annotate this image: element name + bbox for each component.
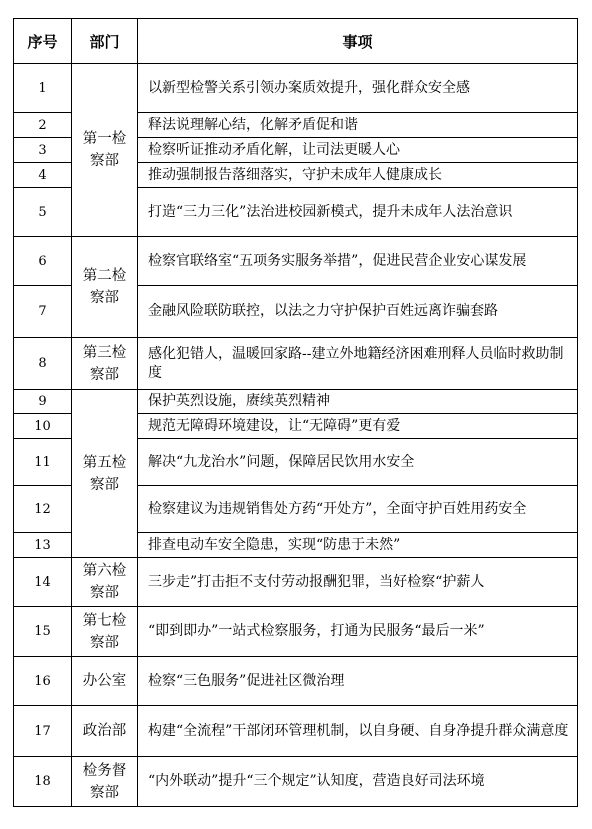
- row-number: 4: [14, 163, 72, 188]
- matter-cell: 保护英烈设施，赓续英烈精神: [138, 390, 578, 414]
- row-number: 13: [14, 533, 72, 558]
- department-cell: 第五检察部: [72, 390, 138, 558]
- row-number: 6: [14, 237, 72, 286]
- row-number: 3: [14, 138, 72, 163]
- table-row: [14, 558, 578, 607]
- matter-cell: 规范无障碍环境建设，让“无障碍”更有爱: [138, 414, 578, 439]
- department-cell: 政治部: [72, 706, 138, 757]
- department-cell: 第一检察部: [72, 64, 138, 237]
- row-number: 2: [14, 113, 72, 138]
- table-row: [14, 237, 578, 286]
- matter-cell: 解决“九龙治水”问题，保障居民饮用水安全: [138, 439, 578, 486]
- matter-cell: 检察官联络室“五项务实服务举措”，促进民营企业安心谋发展: [138, 237, 578, 286]
- row-number: 11: [14, 439, 72, 486]
- matter-cell: 感化犯错人，温暖回家路--建立外地籍经济困难刑释人员临时救助制度: [138, 338, 578, 390]
- matter-cell: “内外联动”提升“三个规定”认知度，营造良好司法环境: [138, 757, 578, 807]
- matter-cell: 释法说理解心结，化解矛盾促和谐: [138, 113, 578, 138]
- header-matter: 事项: [138, 19, 578, 64]
- department-cell: 第三检察部: [72, 338, 138, 390]
- matter-cell: 检察建议为违规销售处方药“开处方”，全面守护百姓用药安全: [138, 486, 578, 533]
- matter-cell: 金融风险联防联控，以法之力守护保护百姓远离诈骗套路: [138, 286, 578, 338]
- row-number: 18: [14, 757, 72, 807]
- table-row: [14, 390, 578, 414]
- table-row: [14, 338, 578, 390]
- department-cell: 第二检察部: [72, 237, 138, 338]
- row-number: 16: [14, 657, 72, 706]
- department-cell: 第六检察部: [72, 558, 138, 607]
- row-number: 8: [14, 338, 72, 390]
- matter-cell: 三步走”打击拒不支付劳动报酬犯罪，当好检察“护薪人: [138, 558, 578, 607]
- row-number: 10: [14, 414, 72, 439]
- matter-cell: 推动强制报告落细落实，守护未成年人健康成长: [138, 163, 578, 188]
- matters-table: [13, 18, 578, 807]
- table-row: [14, 757, 578, 807]
- matter-cell: 以新型检警关系引领办案质效提升，强化群众安全感: [138, 64, 578, 113]
- matter-cell: 检察“三色服务”促进社区微治理: [138, 657, 578, 706]
- table-row: [14, 657, 578, 706]
- table-row: [14, 706, 578, 757]
- row-number: 14: [14, 558, 72, 607]
- department-cell: 办公室: [72, 657, 138, 706]
- department-cell: 第七检察部: [72, 607, 138, 657]
- department-cell: 检务督察部: [72, 757, 138, 807]
- matter-cell: 打造“三力三化”法治进校园新模式，提升未成年人法治意识: [138, 188, 578, 237]
- header-department: 部门: [72, 19, 138, 64]
- matter-cell: 构建“全流程”干部闭环管理机制，以自身硬、自身净提升群众满意度: [138, 706, 578, 757]
- table-row: [14, 607, 578, 657]
- matter-cell: 排查电动车安全隐患，实现“防患于未然”: [138, 533, 578, 558]
- matter-cell: 检察听证推动矛盾化解，让司法更暖人心: [138, 138, 578, 163]
- row-number: 9: [14, 390, 72, 414]
- row-number: 15: [14, 607, 72, 657]
- row-number: 7: [14, 286, 72, 338]
- row-number: 5: [14, 188, 72, 237]
- row-number: 17: [14, 706, 72, 757]
- header-row: [14, 19, 578, 64]
- header-number: 序号: [14, 19, 72, 64]
- row-number: 1: [14, 64, 72, 113]
- matter-cell: “即到即办”一站式检察服务，打通为民服务“最后一米”: [138, 607, 578, 657]
- table-row: [14, 64, 578, 113]
- row-number: 12: [14, 486, 72, 533]
